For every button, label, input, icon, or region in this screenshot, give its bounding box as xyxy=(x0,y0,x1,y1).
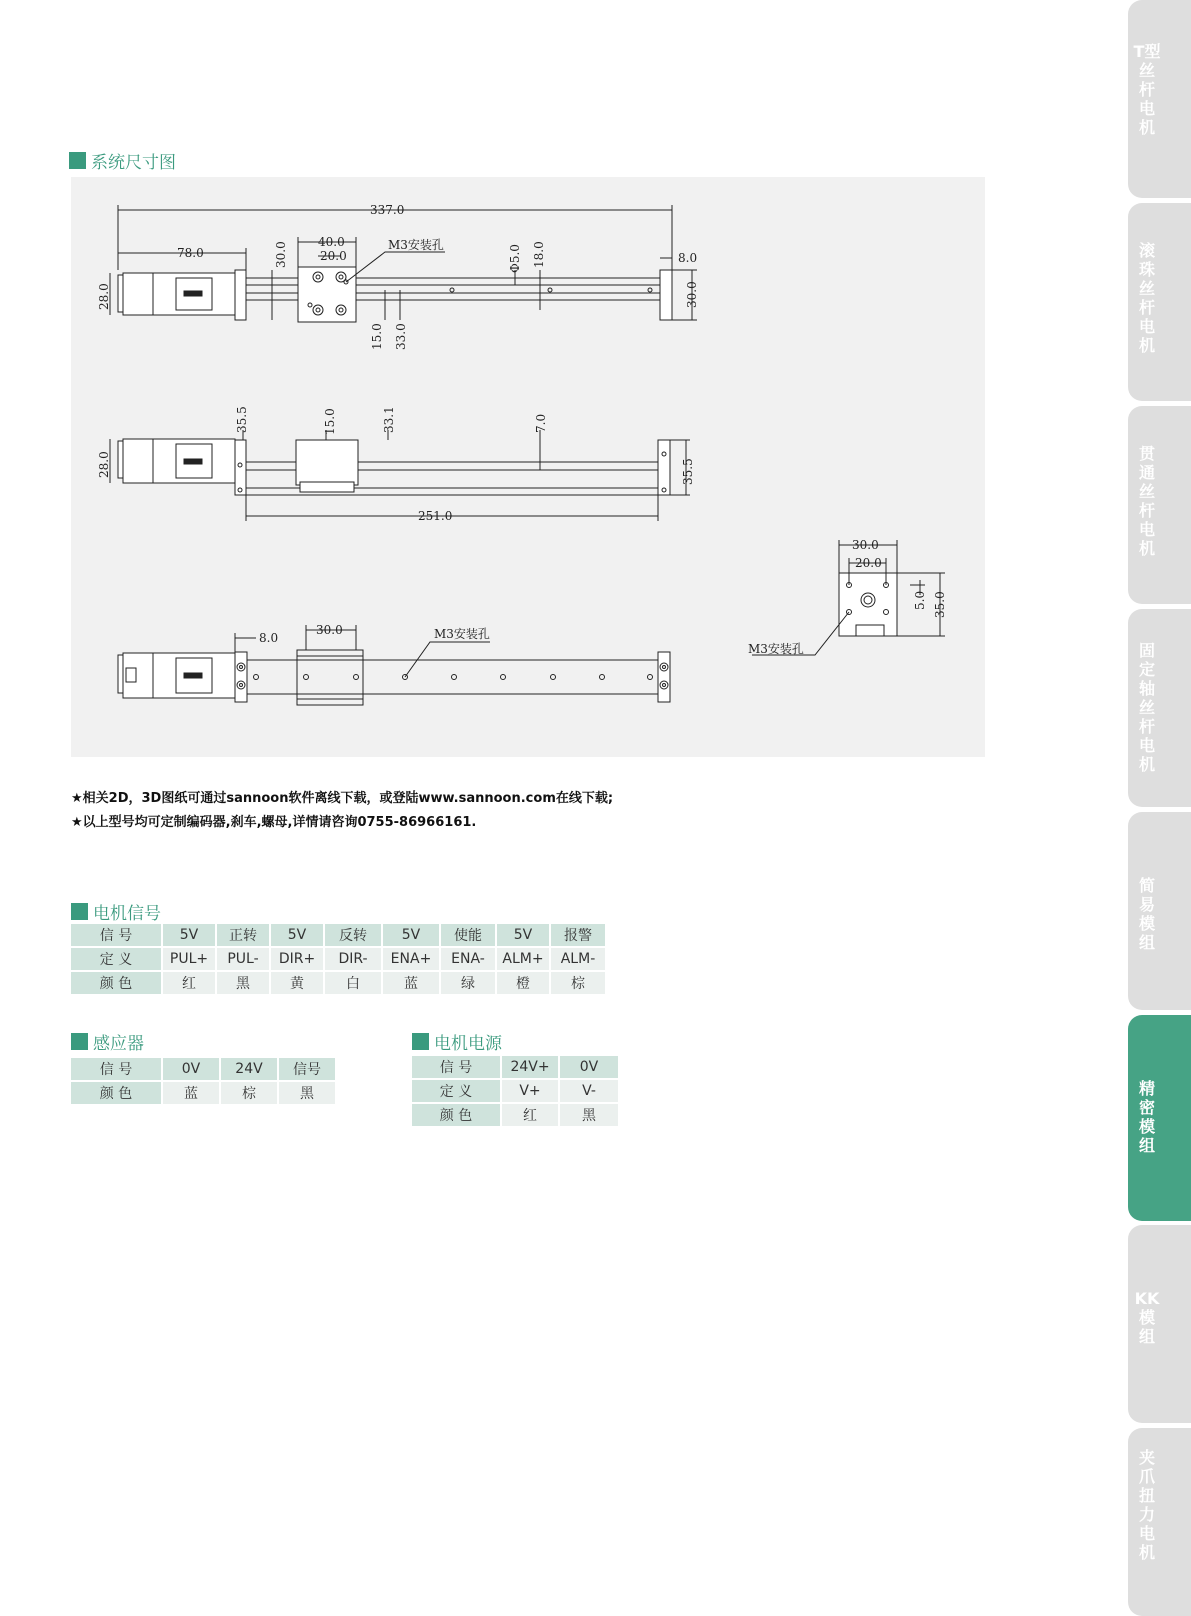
dim-251: 251.0 xyxy=(418,509,453,523)
bottom-view xyxy=(118,625,670,705)
dim-30-end: 30.0 xyxy=(852,538,879,552)
note-download: ★相关2D，3D图纸可通过sannoon软件离线下载，或登陆www.sannoon.com在线下载; xyxy=(71,791,614,806)
title-square-icon xyxy=(71,903,88,920)
top-view xyxy=(110,205,697,322)
dim-28-top: 28.0 xyxy=(97,283,111,310)
dim-20-end: 20.0 xyxy=(855,556,882,570)
dimension-section-title xyxy=(69,148,176,173)
table-cell: 信 号 xyxy=(71,924,161,946)
side-tab-label: 夹爪扭力电机 xyxy=(1138,1448,1155,1562)
table-cell: 0V xyxy=(560,1056,618,1078)
dim-35-end: 35.0 xyxy=(933,591,947,618)
dimension-drawing xyxy=(71,177,985,757)
side-view xyxy=(110,430,690,521)
table-cell: 红 xyxy=(502,1104,558,1126)
side-tab-label: 贯通丝杆电机 xyxy=(1138,444,1155,558)
title-square-icon xyxy=(71,1033,88,1050)
table-cell: 黑 xyxy=(279,1082,335,1104)
table-cell: 颜 色 xyxy=(71,1082,161,1104)
side-tab-label: T型丝杆电机 xyxy=(1133,42,1161,137)
dim-40: 40.0 xyxy=(318,235,345,249)
table-cell: 蓝 xyxy=(163,1082,219,1104)
side-tab-precision-module[interactable] xyxy=(1128,1015,1191,1221)
table-cell: 蓝 xyxy=(383,972,439,994)
table-cell: 定 义 xyxy=(412,1080,500,1102)
power-table xyxy=(410,1054,620,1128)
dim-20: 20.0 xyxy=(320,249,347,263)
signal-title-text: 电机信号 xyxy=(93,904,161,924)
table-cell: ENA+ xyxy=(383,948,439,970)
dim-30-a: 30.0 xyxy=(274,241,288,268)
table-cell: 0V xyxy=(163,1058,219,1080)
table-cell: 信 号 xyxy=(412,1056,500,1078)
table-cell: 颜 色 xyxy=(412,1104,500,1126)
table-cell: 黄 xyxy=(271,972,323,994)
table-cell: ALM+ xyxy=(497,948,549,970)
title-square-icon xyxy=(412,1033,429,1050)
table-cell: 5V xyxy=(163,924,215,946)
power-section-title xyxy=(412,1029,502,1054)
table-cell: 信 号 xyxy=(71,1058,161,1080)
table-cell: 24V+ xyxy=(502,1056,558,1078)
side-tab-gripper-torque-motor[interactable] xyxy=(1128,1428,1191,1616)
table-cell: 正转 xyxy=(217,924,269,946)
side-tab-ball-screw-motor[interactable] xyxy=(1128,203,1191,401)
table-cell: DIR+ xyxy=(271,948,323,970)
dim-7: 7.0 xyxy=(534,413,548,433)
table-cell: 使能 xyxy=(441,924,495,946)
table-cell: ALM- xyxy=(551,948,605,970)
side-tab-kk-module[interactable] xyxy=(1128,1225,1191,1423)
table-cell: 棕 xyxy=(221,1082,277,1104)
signal-table xyxy=(69,922,607,996)
side-tab-label: 精密模组 xyxy=(1138,1079,1155,1155)
table-cell: PUL+ xyxy=(163,948,215,970)
dim-30-right: 30.0 xyxy=(685,281,699,308)
dim-33-top: 33.0 xyxy=(394,323,408,350)
dim-30-bottom: 30.0 xyxy=(316,623,343,637)
table-row xyxy=(71,972,605,994)
table-cell: V- xyxy=(560,1080,618,1102)
dim-18: 18.0 xyxy=(532,241,546,268)
side-tab-label: KK模组 xyxy=(1134,1289,1160,1346)
table-row xyxy=(412,1104,618,1126)
dim-phi5: Φ5.0 xyxy=(508,244,522,273)
table-cell: 黑 xyxy=(560,1104,618,1126)
table-cell: 5V xyxy=(271,924,323,946)
sensor-table xyxy=(69,1056,337,1106)
table-cell: 橙 xyxy=(497,972,549,994)
dim-15-top: 15.0 xyxy=(370,323,384,350)
signal-section-title xyxy=(71,899,161,924)
table-row xyxy=(71,1082,335,1104)
table-cell: 黑 xyxy=(217,972,269,994)
dim-35-5-left: 35.5 xyxy=(235,406,249,433)
side-tab-label: 滚珠丝杆电机 xyxy=(1138,241,1155,355)
m3-label-end: M3安装孔 xyxy=(748,642,804,656)
table-cell: 报警 xyxy=(551,924,605,946)
table-row xyxy=(71,1058,335,1080)
side-tab-simple-module[interactable] xyxy=(1128,812,1191,1010)
dim-28-side: 28.0 xyxy=(97,451,111,478)
dim-78: 78.0 xyxy=(177,246,204,260)
dim-15-side: 15.0 xyxy=(323,408,337,435)
dimension-title-text: 系统尺寸图 xyxy=(91,153,176,173)
table-cell: DIR- xyxy=(325,948,381,970)
table-cell: 白 xyxy=(325,972,381,994)
dim-5-end: 5.0 xyxy=(913,590,927,610)
table-cell: 定 义 xyxy=(71,948,161,970)
sensor-title-text: 感应器 xyxy=(93,1034,144,1054)
table-cell: 颜 色 xyxy=(71,972,161,994)
table-cell: 反转 xyxy=(325,924,381,946)
table-row xyxy=(412,1080,618,1102)
sensor-section-title xyxy=(71,1029,144,1054)
table-cell: 棕 xyxy=(551,972,605,994)
m3-label-top: M3安装孔 xyxy=(388,238,444,252)
table-cell: 红 xyxy=(163,972,215,994)
title-square-icon xyxy=(69,152,86,169)
power-title-text: 电机电源 xyxy=(434,1034,502,1054)
side-tab-label: 固定轴丝杆电机 xyxy=(1138,641,1155,774)
table-row xyxy=(71,924,605,946)
dim-33-1: 33.1 xyxy=(382,406,396,433)
note-customize: ★以上型号均可定制编码器,刹车,螺母,详情请咨询0755-86966161. xyxy=(71,815,477,830)
table-row xyxy=(412,1056,618,1078)
side-tab-label: 简易模组 xyxy=(1138,876,1155,952)
table-cell: V+ xyxy=(502,1080,558,1102)
table-cell: 5V xyxy=(497,924,549,946)
table-cell: 24V xyxy=(221,1058,277,1080)
side-tab-t-screw-motor[interactable] xyxy=(1128,0,1191,198)
dim-337: 337.0 xyxy=(370,203,405,217)
dim-8-bottom: 8.0 xyxy=(259,631,279,645)
table-cell: PUL- xyxy=(217,948,269,970)
table-cell: ENA- xyxy=(441,948,495,970)
dim-8-top: 8.0 xyxy=(678,251,698,265)
dim-35-5-right: 35.5 xyxy=(681,458,695,485)
side-tab-through-screw-motor[interactable] xyxy=(1128,406,1191,604)
table-cell: 信号 xyxy=(279,1058,335,1080)
m3-label-bottom: M3安装孔 xyxy=(434,627,490,641)
side-tab-fixed-shaft-motor[interactable] xyxy=(1128,609,1191,807)
table-cell: 绿 xyxy=(441,972,495,994)
table-cell: 5V xyxy=(383,924,439,946)
table-row xyxy=(71,948,605,970)
